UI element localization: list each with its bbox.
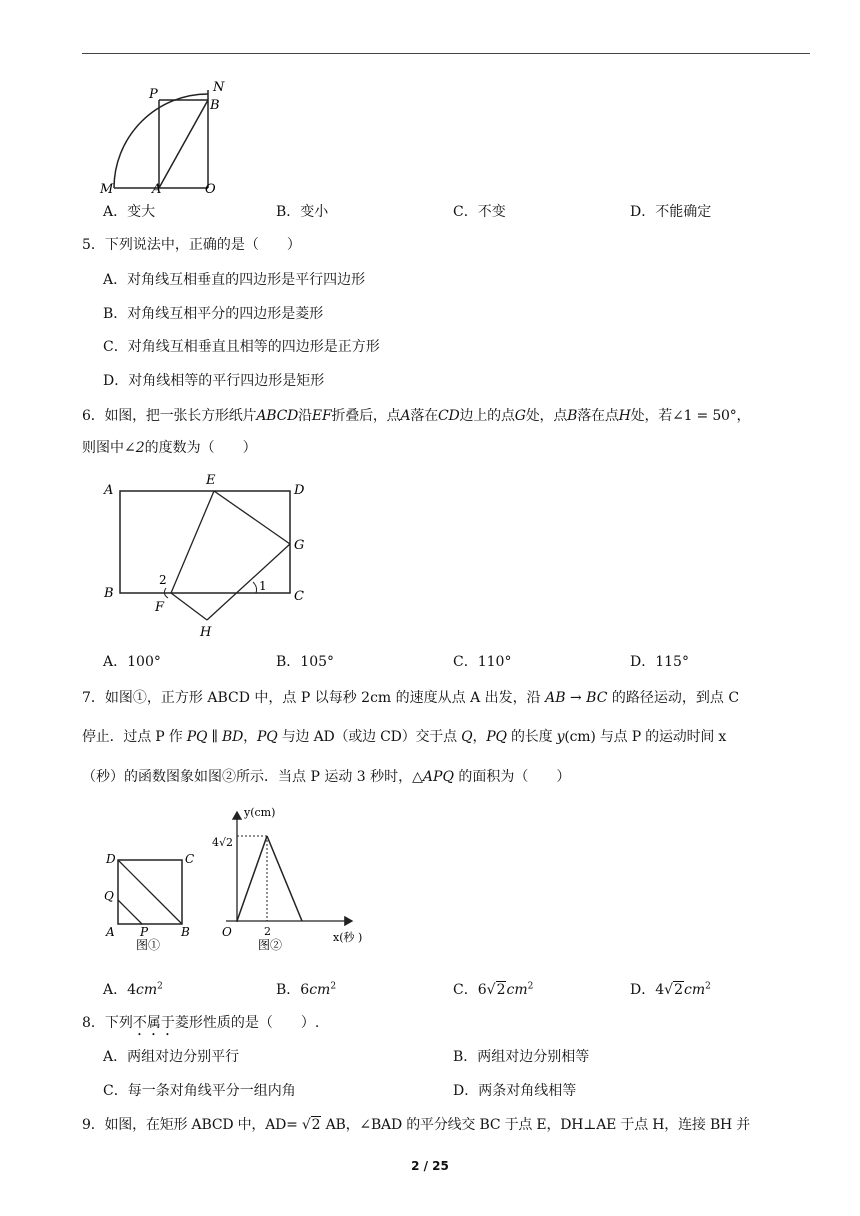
q6-label-d: D [294, 483, 305, 498]
q6-stem-line1: 6．如图，把一张长方形纸片ABCD沿EF折叠后，点A落在CD边上的点G处，点B落在点H处，若∠1 = 50°， [82, 408, 751, 424]
q7-stem-line1: 7．如图①，正方形 ABCD 中，点 P 以每秒 2cm 的速度从点 A 出发，沿 AB → BC 的路径运动，到点 C [82, 690, 740, 706]
q6-label-a: A [104, 483, 114, 498]
q4-option-a: A．变大 [103, 204, 156, 220]
q7-fig2-y-label: y(cm) [244, 806, 276, 819]
q6-label-2: 2 [159, 573, 167, 587]
q8-option-c: C．每一条对角线平分一组内角 [103, 1083, 296, 1099]
q4-figure [96, 78, 226, 198]
q4-option-b: B．变小 [276, 204, 329, 220]
q5-option-a: A．对角线互相垂直的四边形是平行四边形 [103, 272, 366, 288]
q6-option-a: A．100° [103, 654, 161, 670]
q7-fig2-x-tick: 2 [264, 925, 271, 938]
q4-label-m: M [100, 182, 114, 197]
q7-option-c: C．$6√2cm^2$ [453, 981, 534, 998]
q8-option-a: A．两组对边分别平行 [103, 1049, 240, 1065]
q6-label-f: F [155, 600, 165, 615]
page-number: 2 / 25 [411, 1159, 449, 1173]
q5-option-b: B．对角线互相平分的四边形是菱形 [103, 306, 324, 322]
q8-option-d: D．两条对角线相等 [453, 1083, 577, 1099]
q7-fig1-label-b: B [181, 925, 190, 939]
q4-label-n: N [213, 80, 225, 95]
q7-fig1-label-a: A [106, 925, 115, 939]
q8-stem: 8．下列不属于菱形性质的是（ ）. [82, 1015, 320, 1031]
q7-option-a: A．$4cm^2$ [103, 981, 163, 998]
q8-option-b: B．两组对边分别相等 [453, 1049, 590, 1065]
q6-label-b: B [104, 586, 114, 601]
q7-fig1-label-q: Q [104, 889, 114, 903]
q6-label-h: H [200, 625, 212, 640]
q6-figure [96, 470, 326, 645]
q7-fig2-x-label: x(秒 ) [333, 931, 363, 944]
q6-label-c: C [294, 589, 304, 604]
q7-fig1-label-d: D [106, 852, 116, 866]
q4-label-p: P [149, 87, 158, 102]
q6-label-1: 1 [259, 579, 267, 593]
q6-label-g: G [294, 538, 305, 553]
q7-fig1-label-c: C [185, 852, 195, 866]
q4-label-o: O [205, 182, 216, 197]
q7-fig2-y-tick: 4√2 [212, 836, 234, 849]
q7-figure-1 [98, 848, 198, 960]
q6-option-c: C．110° [453, 654, 512, 670]
header-rule [82, 53, 810, 54]
q7-fig2-caption: 图② [258, 938, 283, 952]
q7-fig1-caption: 图① [136, 938, 161, 952]
q7-option-b: B．$6cm^2$ [276, 981, 337, 998]
q7-fig1-label-p: P [140, 925, 149, 939]
q7-stem-line3: （秒）的函数图象如图②所示．当点 P 运动 3 秒时，△APQ 的面积为（ ） [82, 769, 571, 785]
q5-option-d: D．对角线相等的平行四边形是矩形 [103, 373, 325, 389]
q4-label-b: B [210, 98, 220, 113]
q6-label-e: E [206, 473, 216, 488]
q4-label-a: A [152, 182, 162, 197]
q8-emphasis: 不属于 [132, 1015, 175, 1031]
q5-stem: 5．下列说法中，正确的是（ ） [82, 237, 301, 253]
q9-stem: 9．如图，在矩形 ABCD 中，AD= √2 AB，∠BAD 的平分线交 BC 于点 E，DH⊥AE 于点 H，连接 BH 并 [82, 1117, 751, 1133]
q7-stem-line2: 停止．过点 P 作 PQ ∥ BD，PQ 与边 AD（或边 CD）交于点 Q，PQ 的长度 y(cm) 与点 P 的运动时间 x [82, 729, 727, 745]
q6-option-b: B．105° [276, 654, 335, 670]
q7-figure-2 [206, 802, 381, 960]
q4-option-d: D．不能确定 [630, 204, 712, 220]
q6-option-d: D．115° [630, 654, 689, 670]
q4-option-c: C．不变 [453, 204, 506, 220]
q7-option-d: D．$4√2cm^2$ [630, 981, 711, 998]
q7-fig2-origin: O [222, 925, 232, 939]
q5-option-c: C．对角线互相垂直且相等的四边形是正方形 [103, 339, 380, 355]
q6-stem-line2: 则图中∠2的度数为（ ） [82, 440, 257, 456]
